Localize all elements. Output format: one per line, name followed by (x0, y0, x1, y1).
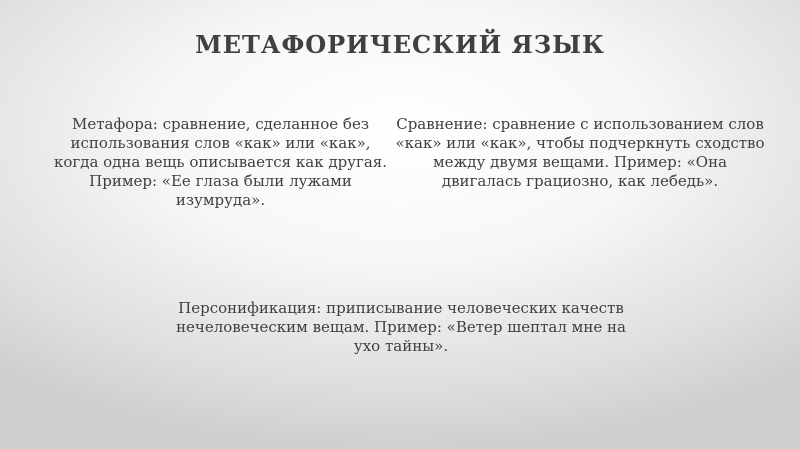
slide-title: МЕТАФОРИЧЕСКИЙ ЯЗЫК (195, 30, 605, 59)
personification-definition: Персонификация: приписывание человеческих качеств нечеловеческим вещам. Пример: «Ветер шептал мне на ухо тайны». (176, 299, 626, 355)
metaphor-definition: Метафора: сравнение, сделанное без использования слов «как» или «как», когда одна вещь описывается как другая. Пример: «Ее глаза были лужами изумруда». (53, 115, 388, 209)
simile-definition: Сравнение: сравнение с использованием слов «как» или «как», чтобы подчеркнуть сходство между двумя вещами. Пример: «Она двигалась грациозно, как лебедь». (395, 115, 765, 190)
